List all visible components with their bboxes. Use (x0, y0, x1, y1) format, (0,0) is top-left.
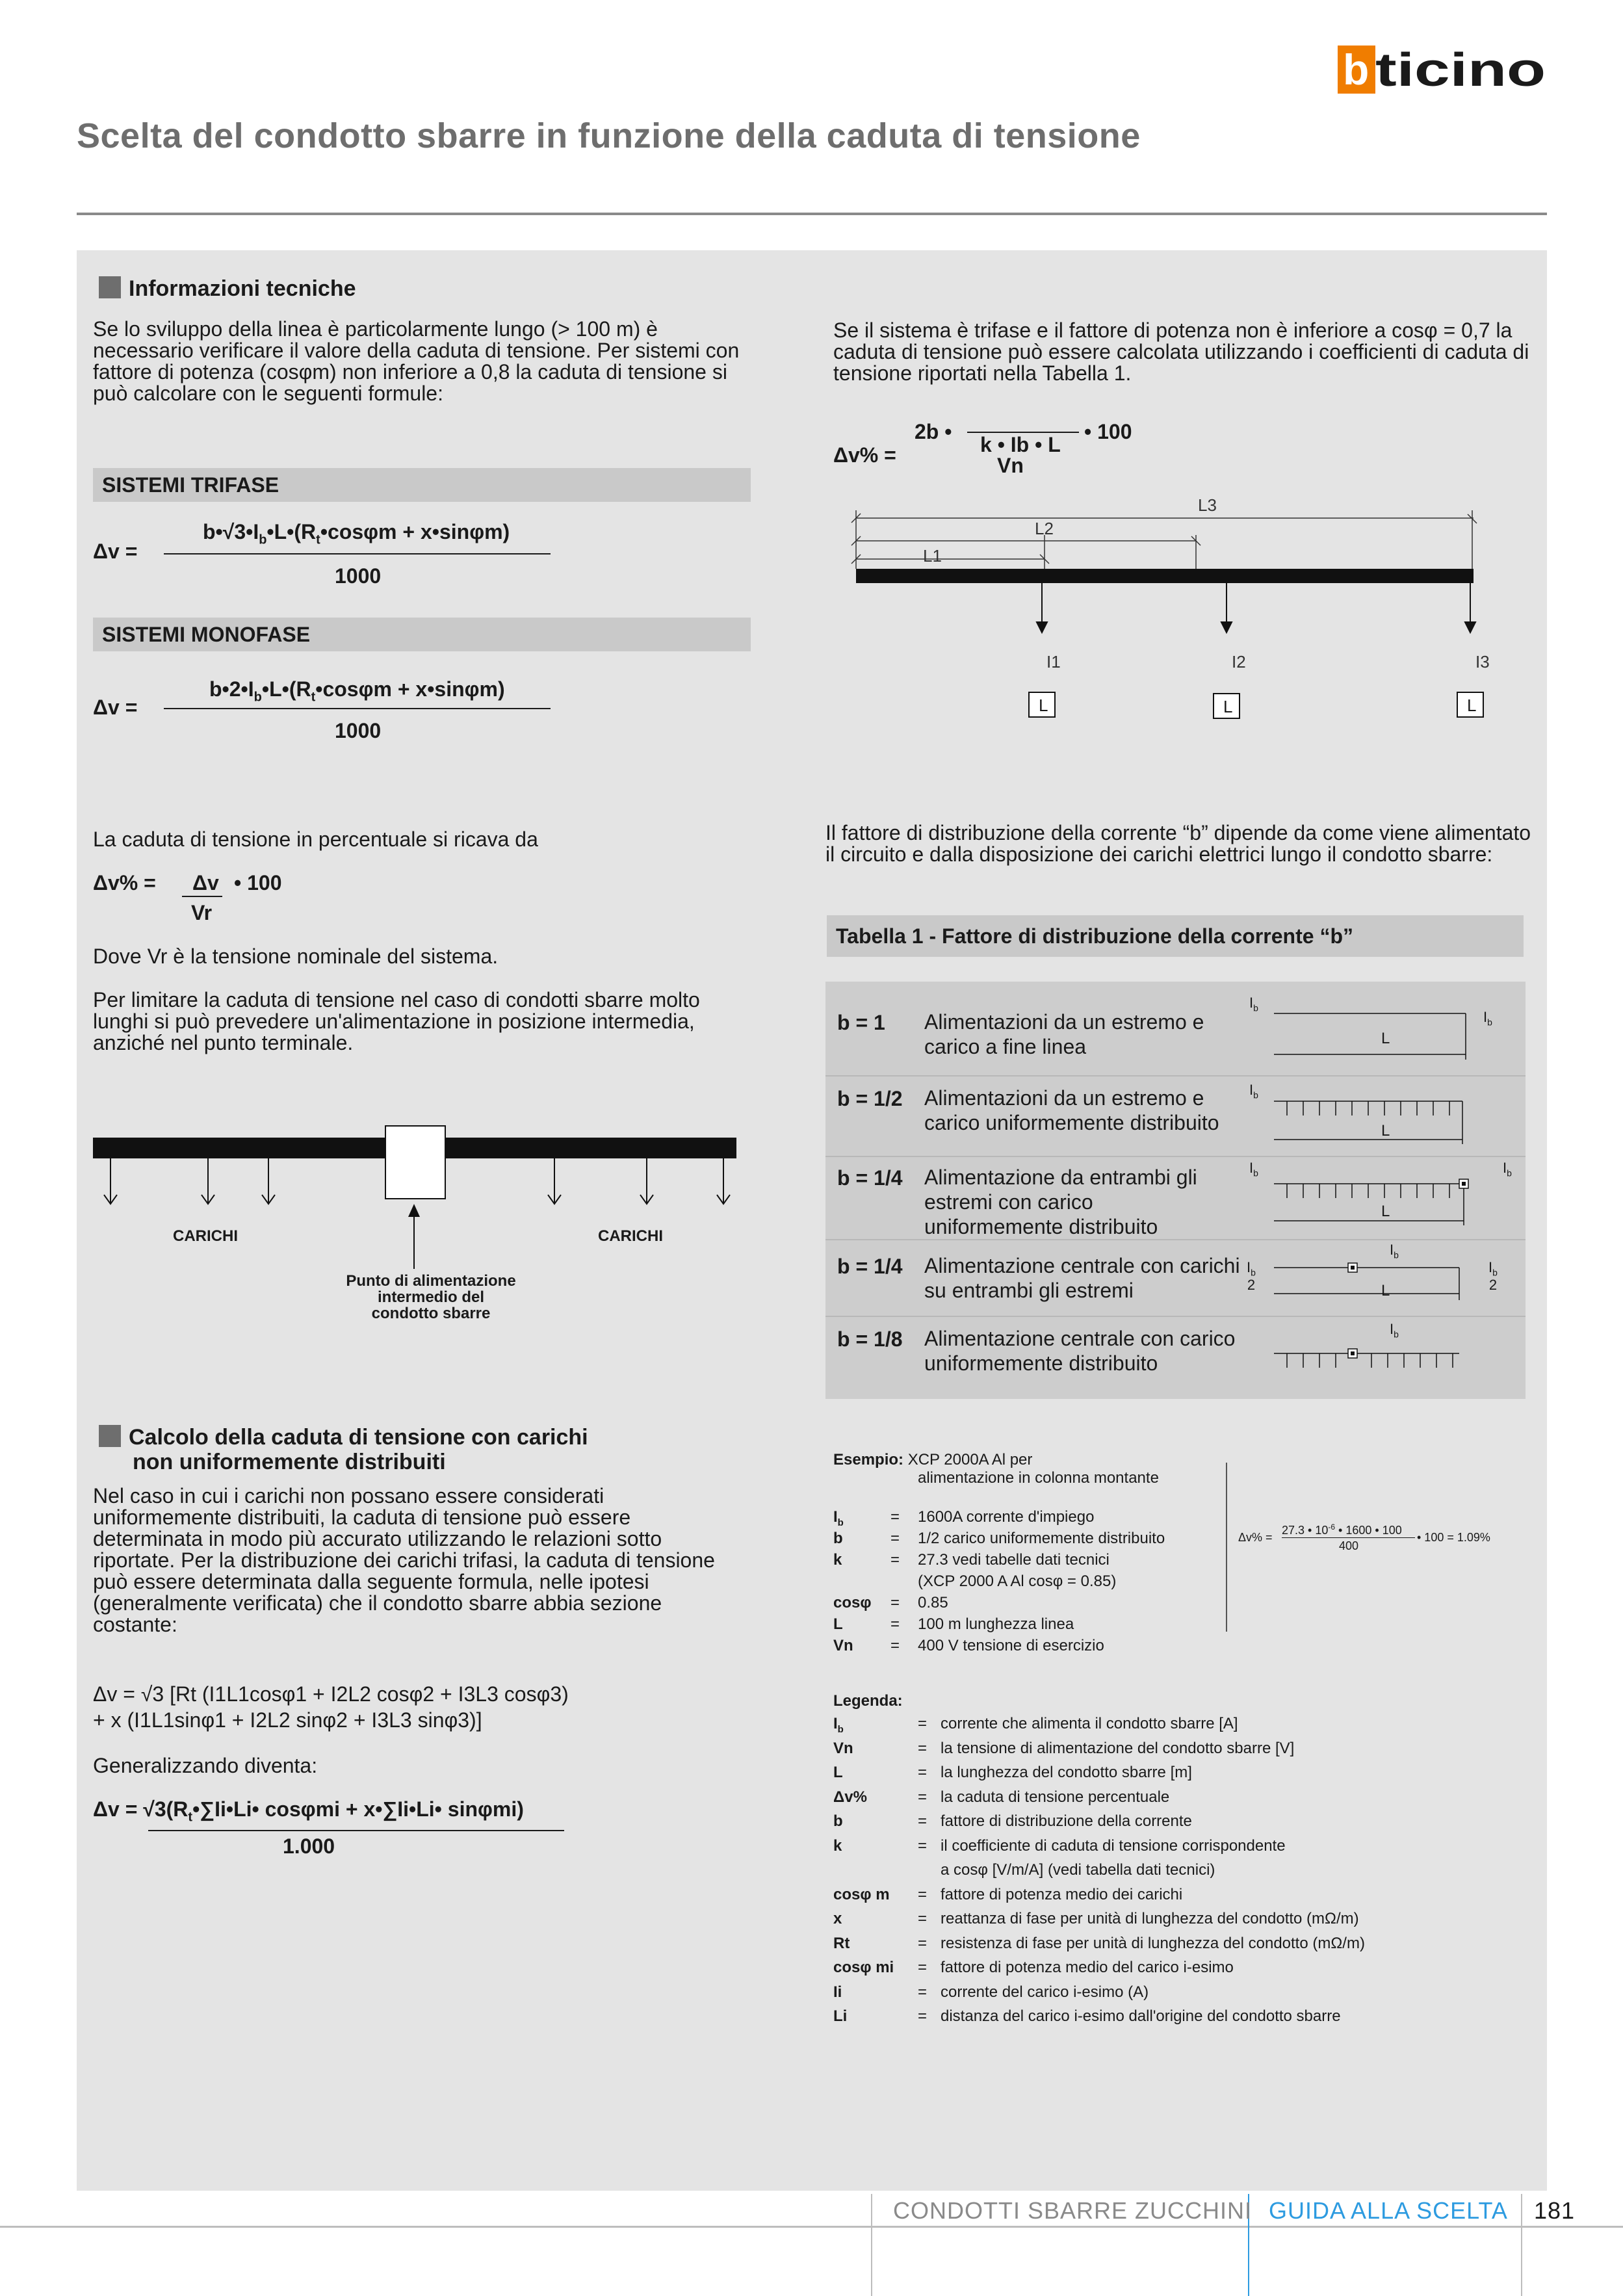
item-value: il coefficiente di caduta di tensione corrispondente (941, 1836, 1286, 1855)
item-key: cosφ mi (833, 1959, 894, 1976)
item-key: I (833, 1715, 838, 1732)
item-value: resistenza di fase per unità di lunghezza del condotto (mΩ/m) (941, 1934, 1365, 1952)
item-eq: = (918, 1764, 928, 1781)
item-key: k (833, 1836, 842, 1855)
title-divider (77, 213, 1547, 215)
item-eq: = (918, 1934, 928, 1952)
info-heading: Informazioni tecniche (99, 276, 356, 302)
trifase-lhs: Δv = (93, 540, 138, 563)
general-intro: Generalizzando diventa: (93, 1754, 318, 1777)
item-key: L (833, 1764, 843, 1781)
item-key: x (833, 1910, 842, 1927)
item-eq: = (918, 1788, 928, 1806)
item-eq: = (918, 1739, 928, 1757)
formula-line-1: Δv = √3 [Rt (I1L1cosφ1 + I2L2 cosφ2 + I3L3 cosφ3) (93, 1682, 569, 1706)
pct-formula-lhs: Δv% = (833, 443, 896, 467)
item-value: 1/2 carico uniformemente distribuito (918, 1530, 1165, 1547)
legend-list (833, 1715, 1483, 2040)
general-numerator: $\Delta v = √3(R_t•\sum Ii•Li•$ cosφmi + x•∑Ii•Li• sinφmi) (93, 1797, 524, 1825)
item-eq: = (918, 1983, 928, 2001)
svg-text:ticino: ticino (1375, 46, 1546, 94)
item-value: fattore di potenza medio del carico i-esimo (941, 1959, 1234, 1976)
percent-lhs: Δv% = (93, 871, 156, 894)
item-key: b (833, 1530, 843, 1547)
item-key: Vn (833, 1637, 853, 1654)
monofase-numerator: $b•2•I_b•L•(R_t•\cos\varphi m$ + x•sinφm) (209, 677, 505, 705)
ib-label: $I_b$ (1249, 995, 1258, 1013)
item-eq: = (918, 1910, 928, 1927)
item-eq: = (918, 1885, 928, 1903)
footer-separator (871, 2194, 872, 2296)
i1-label: I1 (1046, 652, 1061, 672)
ib-label: $I_b$ (1249, 1082, 1258, 1101)
example-calc-result: • 100 = 1.09% (1417, 1531, 1490, 1544)
footer-rule (0, 2226, 1623, 2228)
item-key: k (833, 1551, 842, 1569)
calc-heading: Calcolo della caduta di tensione con carichi non uniformemente distribuiti (99, 1425, 588, 1474)
loads-right-label: CARICHI (598, 1227, 663, 1245)
intro-text: Se lo sviluppo della linea è particolarmente lungo (> 100 m) è necessario verificare il valore della caduta di tensione. Per sistemi con fattore di potenza (cosφm) non inferiore a 0,8 la caduta di tensione si può calcolare con le seguenti formule: (93, 317, 740, 405)
item-value: a cosφ [V/m/A] (vedi tabella dati tecnici) (941, 1861, 1215, 1879)
pct-formula-num: k • Ib • L (980, 433, 1061, 456)
length-label: L (1381, 1122, 1390, 1140)
table-title: Tabella 1 - Fattore di distribuzione della corrente “b” (827, 915, 1524, 957)
ib-label: $I_b$ (1503, 1160, 1512, 1179)
example-calc-den: 400 (1339, 1539, 1359, 1552)
table-row: b = 1/2 Alimentazioni da un estremo e carico uniformemente distribuito (825, 1075, 1526, 1157)
section-square-icon (99, 1425, 121, 1447)
footer-guide: GUIDA ALLA SCELTA (1269, 2197, 1508, 2224)
section-square-icon (99, 276, 121, 298)
item-key-sub: b (837, 1517, 844, 1528)
item-value: corrente del carico i-esimo (A) (941, 1983, 1149, 2001)
item-value: (XCP 2000 A Al cosφ = 0.85) (918, 1572, 1117, 1590)
item-key: Rt (833, 1934, 850, 1952)
load-arrow (640, 1158, 653, 1204)
load-arrow (548, 1158, 561, 1204)
percent-intro: La caduta di tensione in percentuale si ricava da (93, 828, 538, 851)
item-eq: = (890, 1530, 900, 1547)
item-eq: = (890, 1637, 900, 1654)
pct-formula-line (967, 432, 1079, 433)
ib-label: $I_b$ (1249, 1160, 1258, 1179)
trifase-denominator: 1000 (335, 564, 382, 588)
vr-note: Dove Vr è la tensione nominale del sistema. (93, 945, 499, 968)
load-arrow (262, 1158, 275, 1204)
ib-label: $I_b$ (1390, 1321, 1399, 1340)
trifase-numerator: $b•√3•I_b•L•(R_t•\cos\varphi m$ + x•sinφm) (203, 520, 510, 547)
item-value: 27.3 vedi tabelle dati tecnici (918, 1551, 1110, 1569)
feed-arrow (408, 1204, 420, 1217)
monofase-fraction-line (164, 708, 551, 709)
item-value: fattore di distribuzione della corrente (941, 1812, 1192, 1830)
load-label-2: L (1223, 697, 1233, 716)
monofase-lhs: Δv = (93, 696, 138, 719)
general-fraction-line (148, 1830, 564, 1831)
load-arrow (717, 1158, 730, 1204)
example-header: Esempio: XCP 2000A Al per alimentazione in colonna montante (833, 1451, 1159, 1487)
feed-label: Punto di alimentazione intermedio del condotto sbarre (346, 1272, 516, 1322)
pct-formula-post: • 100 (1084, 420, 1132, 443)
half-ib-label: $I_b$ 2 (1488, 1259, 1498, 1294)
table-row: b = 1/4 Alimentazione centrale con carichi su entrambi gli estremi (825, 1239, 1526, 1317)
item-value: 0.85 (918, 1594, 948, 1611)
l3-label: L3 (1198, 495, 1217, 515)
example-divider (1226, 1463, 1227, 1632)
calc-text: Nel caso in cui i carichi non possano essere considerati uniformemente distribuiti, la caduta di tensione può essere determinata in modo più accurato utilizzando le relazioni sotto riportate. Per la distribuzione dei carichi trifasi, la caduta di tensione può essere determinata dalla seguente formula, nelle ipotesi (generalmente verificata) che il condotto sbarre abbia sezione costante: (93, 1484, 715, 1636)
page-title: Scelta del condotto sbarre in funzione della caduta di tensione (77, 116, 1141, 155)
three-load-diagram (842, 491, 1492, 731)
item-eq: = (918, 1836, 928, 1855)
busbar (856, 569, 1474, 583)
item-value: la caduta di tensione percentuale (941, 1788, 1170, 1806)
item-key: b (833, 1812, 843, 1830)
pct-formula-den: Vn (997, 454, 1024, 477)
load-arrow (201, 1158, 214, 1204)
b-factor-text: Il fattore di distribuzione della corrente “b” dipende da come viene alimentato il circuito e dalla disposizione dei carichi elettrici lungo il condotto sbarre: (825, 821, 1531, 866)
item-eq: = (918, 1715, 928, 1732)
item-value: reattanza di fase per unità di lunghezza del condotto (mΩ/m) (941, 1910, 1359, 1927)
length-label: L (1381, 1203, 1390, 1220)
item-value: 1600A corrente d'impiego (918, 1508, 1095, 1526)
footer-separator (1521, 2194, 1522, 2296)
half-ib-label: $I_b$ 2 (1247, 1259, 1256, 1294)
percent-fraction-line (182, 896, 222, 897)
example-calc-lhs: Δv% = (1238, 1531, 1273, 1544)
item-value: 100 m lunghezza linea (918, 1615, 1074, 1633)
item-key: I (833, 1508, 838, 1526)
item-key: Li (833, 2007, 848, 2025)
item-key-sub: b (837, 1723, 844, 1735)
feed-box (385, 1126, 445, 1199)
ib-label: $I_b$ (1390, 1242, 1399, 1260)
item-value: la lunghezza del condotto sbarre [m] (941, 1764, 1192, 1781)
table-row: b = 1 Alimentazioni da un estremo e carico a fine linea (837, 1010, 1204, 1058)
limit-note: Per limitare la caduta di tensione nel caso di condotti sbarre molto lunghi si può prevedere un'alimentazione in posizione intermedia, anziché nel punto terminale. (93, 988, 700, 1054)
table-row: b = 1/8 Alimentazione centrale con carico uniformemente distribuito (825, 1316, 1526, 1400)
percent-multiplier: • 100 (234, 871, 282, 894)
percent-denominator: Vr (191, 901, 213, 924)
item-eq: = (890, 1508, 900, 1526)
ib-label: $I_b$ (1483, 1009, 1492, 1028)
item-value: distanza del carico i-esimo dall'origine del condotto sbarre (941, 2007, 1341, 2025)
svg-text:b: b (1343, 46, 1370, 94)
example-calc-line (1282, 1537, 1415, 1538)
item-key: Δv% (833, 1788, 867, 1806)
l1-label: L1 (923, 546, 942, 566)
item-eq: = (890, 1594, 900, 1611)
formula-line-2: + x (I1L1sinφ1 + I2L2 sinφ2 + I3L3 sinφ3)] (93, 1708, 482, 1732)
example-values (833, 1508, 1223, 1664)
item-eq: = (918, 1812, 928, 1830)
i3-label: I3 (1475, 652, 1490, 672)
distribution-table (825, 982, 1526, 1399)
i2-label: I2 (1232, 652, 1246, 672)
load-arrow (104, 1158, 117, 1204)
page-number: 181 (1534, 2197, 1576, 2224)
trifase-fraction-line (164, 553, 551, 554)
trifase-text: Se il sistema è trifase e il fattore di potenza non è inferiore a cosφ = 0,7 la caduta di tensione può essere calcolata utilizzando i coefficienti di caduta di tensione riportati nella Tabella 1. (833, 319, 1529, 385)
monofase-label: SISTEMI MONOFASE (93, 618, 751, 651)
item-eq: = (918, 2007, 928, 2025)
item-key: cosφ m (833, 1885, 890, 1903)
loads-left-label: CARICHI (173, 1227, 238, 1245)
pct-formula-mult: 2b • (915, 420, 952, 443)
percent-numerator: Δv (192, 871, 219, 894)
item-value: 400 V tensione di esercizio (918, 1637, 1104, 1654)
l2-label: L2 (1035, 519, 1054, 538)
item-eq: = (918, 1959, 928, 1976)
legend-title: Legenda: (833, 1692, 903, 1710)
item-value: corrente che alimenta il condotto sbarre [A] (941, 1715, 1238, 1732)
load-label-3: L (1467, 696, 1477, 715)
trifase-label: SISTEMI TRIFASE (93, 468, 751, 502)
item-value: la tensione di alimentazione del condotto sbarre [V] (941, 1739, 1295, 1757)
length-label: L (1381, 1282, 1390, 1299)
item-key: Ii (833, 1983, 842, 2001)
item-key: L (833, 1615, 843, 1633)
item-key: Vn (833, 1739, 853, 1757)
item-eq: = (890, 1551, 900, 1569)
bticino-logo (1338, 46, 1547, 94)
item-eq: = (890, 1615, 900, 1633)
item-key: cosφ (833, 1594, 872, 1611)
monofase-denominator: 1000 (335, 719, 382, 742)
footer-section: CONDOTTI SBARRE ZUCCHINI (893, 2197, 1253, 2224)
general-denominator: 1.000 (283, 1834, 335, 1858)
length-label: L (1381, 1030, 1390, 1047)
item-value: fattore di potenza medio dei carichi (941, 1885, 1183, 1903)
load-label-1: L (1039, 696, 1048, 715)
example-calc-num: 27.3 • $10^{-6}$ • 1600 • 100 (1282, 1522, 1402, 1537)
table-row: b = 1/4 Alimentazione da entrambi gli estremi con carico uniformemente distribuito (825, 1156, 1526, 1240)
